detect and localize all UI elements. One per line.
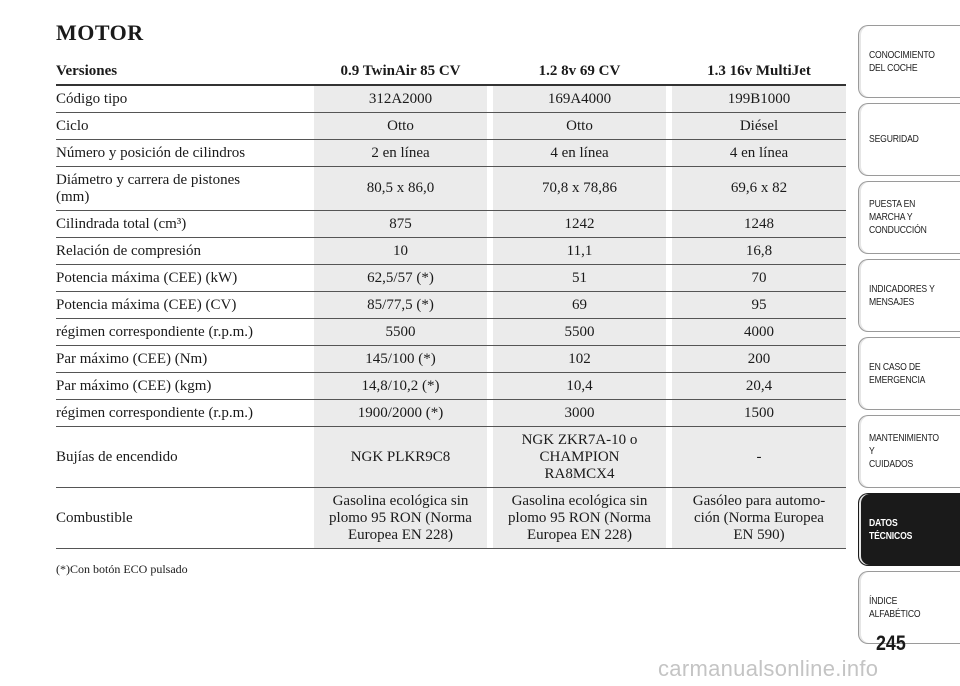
table-row xyxy=(56,85,846,113)
table-row xyxy=(56,400,846,427)
row-label: Número y posición de cilindros xyxy=(56,140,314,167)
sidebar-tab[interactable] xyxy=(858,103,960,176)
sidebar-tab-label: ÍNDICE ALFABÉTICO xyxy=(869,594,921,620)
cell-value: Gasóleo para automo- ción (Norma Europea EN 590) xyxy=(672,488,846,549)
sidebar-tab[interactable] xyxy=(858,337,960,410)
header-versiones: Versiones xyxy=(56,58,314,85)
cell-value: Otto xyxy=(493,113,666,140)
cell-value: NGK PLKR9C8 xyxy=(314,427,487,488)
table-row xyxy=(56,113,846,140)
cell-value: Gasolina ecológica sin plomo 95 RON (Norma Europea EN 228) xyxy=(314,488,487,549)
sidebar-tab[interactable] xyxy=(858,259,960,332)
cell-value: 4000 xyxy=(672,319,846,346)
cell-value: 70 xyxy=(672,265,846,292)
cell-value: 1248 xyxy=(672,211,846,238)
cell-value: 4 en línea xyxy=(672,140,846,167)
cell-value: 199B1000 xyxy=(672,85,846,113)
table-row xyxy=(56,140,846,167)
cell-value: 3000 xyxy=(493,400,666,427)
table-row xyxy=(56,373,846,400)
footnote: (*)Con botón ECO pulsado xyxy=(56,562,188,576)
cell-value: 5500 xyxy=(314,319,487,346)
sidebar-tab[interactable] xyxy=(858,571,960,644)
cell-value: 95 xyxy=(672,292,846,319)
row-label: Potencia máxima (CEE) (kW) xyxy=(56,265,314,292)
chapter-sidebar xyxy=(858,25,960,649)
table-header-row xyxy=(56,58,846,85)
sidebar-tab-label: MANTENIMIENTO Y CUIDADOS xyxy=(869,432,939,470)
cell-value: 10 xyxy=(314,238,487,265)
cell-value: 51 xyxy=(493,265,666,292)
row-label: Potencia máxima (CEE) (CV) xyxy=(56,292,314,319)
table-row xyxy=(56,211,846,238)
table-row xyxy=(56,292,846,319)
cell-value: 80,5 x 86,0 xyxy=(314,167,487,211)
header-multijet: 1.3 16v MultiJet xyxy=(672,58,846,85)
row-label: Combustible xyxy=(56,488,314,549)
row-label: Ciclo xyxy=(56,113,314,140)
table-row xyxy=(56,238,846,265)
table-row xyxy=(56,488,846,549)
sidebar-tab[interactable] xyxy=(858,25,960,98)
cell-value: Otto xyxy=(314,113,487,140)
cell-value: Gasolina ecológica sin plomo 95 RON (Norma Europea EN 228) xyxy=(493,488,666,549)
watermark: carmanualsonline.info xyxy=(658,656,879,681)
table-row xyxy=(56,265,846,292)
sidebar-tab-label: INDICADORES Y MENSAJES xyxy=(869,282,935,308)
row-label: Código tipo xyxy=(56,85,314,113)
sidebar-tab-label: CONOCIMIENTO DEL COCHE xyxy=(869,48,935,74)
sidebar-tab[interactable] xyxy=(858,181,960,254)
cell-value: 69,6 x 82 xyxy=(672,167,846,211)
cell-value: 1500 xyxy=(672,400,846,427)
cell-value: 62,5/57 (*) xyxy=(314,265,487,292)
header-12-8v: 1.2 8v 69 CV xyxy=(493,58,666,85)
row-label: Cilindrada total (cm³) xyxy=(56,211,314,238)
row-label: Bujías de encendido xyxy=(56,427,314,488)
row-label: Relación de compresión xyxy=(56,238,314,265)
cell-value: 200 xyxy=(672,346,846,373)
sidebar-tab[interactable] xyxy=(858,415,960,488)
cell-value: 145/100 (*) xyxy=(314,346,487,373)
table-row xyxy=(56,346,846,373)
sidebar-tab[interactable] xyxy=(858,493,960,566)
sidebar-tab-label: EN CASO DE EMERGENCIA xyxy=(869,360,926,386)
cell-value: 14,8/10,2 (*) xyxy=(314,373,487,400)
row-label: régimen correspondiente (r.p.m.) xyxy=(56,319,314,346)
cell-value: 2 en línea xyxy=(314,140,487,167)
header-twinair: 0.9 TwinAir 85 CV xyxy=(314,58,487,85)
cell-value: 169A4000 xyxy=(493,85,666,113)
cell-value: 11,1 xyxy=(493,238,666,265)
cell-value: - xyxy=(672,427,846,488)
cell-value: 875 xyxy=(314,211,487,238)
sidebar-tab-label: PUESTA EN MARCHA Y CONDUCCIÓN xyxy=(869,198,927,236)
cell-value: 85/77,5 (*) xyxy=(314,292,487,319)
engine-spec-table xyxy=(56,58,846,549)
row-label: régimen correspondiente (r.p.m.) xyxy=(56,400,314,427)
row-label: Par máximo (CEE) (Nm) xyxy=(56,346,314,373)
cell-value: 10,4 xyxy=(493,373,666,400)
cell-value: 70,8 x 78,86 xyxy=(493,167,666,211)
row-label: Diámetro y carrera de pistones (mm) xyxy=(56,167,314,211)
cell-value: 20,4 xyxy=(672,373,846,400)
page-title: MOTOR xyxy=(56,20,144,45)
row-label: Par máximo (CEE) (kgm) xyxy=(56,373,314,400)
sidebar-tab-label: DATOS TÉCNICOS xyxy=(869,516,913,542)
cell-value: 69 xyxy=(493,292,666,319)
cell-value: Diésel xyxy=(672,113,846,140)
cell-value: NGK ZKR7A-10 o CHAMPION RA8MCX4 xyxy=(493,427,666,488)
cell-value: 1242 xyxy=(493,211,666,238)
table-row xyxy=(56,319,846,346)
cell-value: 312A2000 xyxy=(314,85,487,113)
sidebar-tab-label: SEGURIDAD xyxy=(869,133,919,145)
cell-value: 16,8 xyxy=(672,238,846,265)
table-row xyxy=(56,167,846,211)
cell-value: 102 xyxy=(493,346,666,373)
cell-value: 4 en línea xyxy=(493,140,666,167)
cell-value: 5500 xyxy=(493,319,666,346)
cell-value: 1900/2000 (*) xyxy=(314,400,487,427)
table-row xyxy=(56,427,846,488)
page-number: 245 xyxy=(876,632,906,655)
